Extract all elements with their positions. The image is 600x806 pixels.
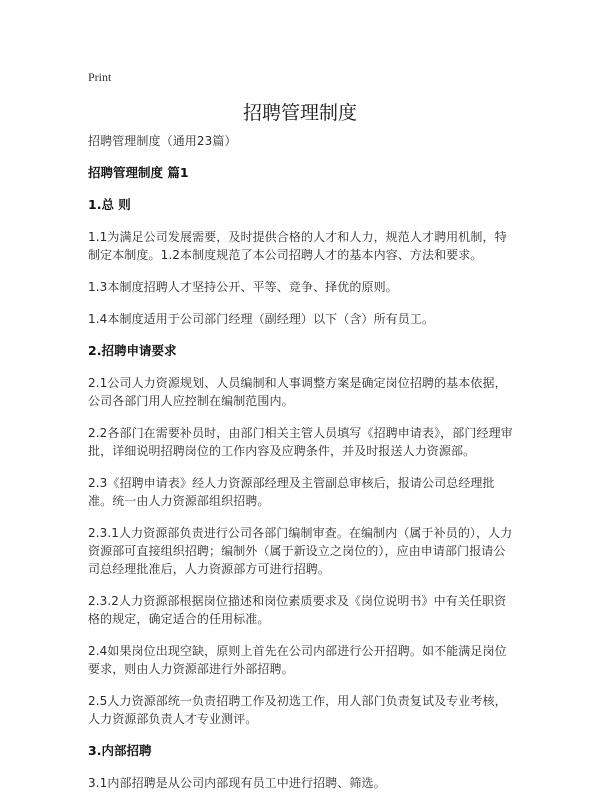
paragraph-3-1: 3.1内部招聘是从公司内部现有员工中进行招聘、筛选。 [88, 776, 386, 790]
paragraph-2-2: 2.2各部门在需要补员时，由部门相关主管人员填写《招聘申请表》，部门经理审批，详细说明招聘岗位的工作内容及应聘条件，并及时报送人力资源部。 [88, 426, 513, 458]
section-heading-2: 2.招聘申请要求 [88, 343, 177, 358]
section-heading-1: 1.总 则 [88, 197, 131, 212]
section-heading-3: 3.内部招聘 [88, 743, 152, 758]
paragraph-2-3-1: 2.3.1人力资源部负责进行公司各部门编制审查。在编制内（属于补员的），人力资源部可直接组织招聘；编制外（属于新设立之岗位的），应由申请部门报请公司总经理批准后，人力资源部方可进行招聘。 [88, 526, 513, 576]
document-body [88, 132, 514, 806]
document-title: 招聘管理制度 [242, 102, 357, 124]
section-title: 招聘管理制度 篇1 [88, 165, 189, 180]
document-subtitle: 招聘管理制度（通用23篇） [88, 134, 237, 148]
paragraph-2-4: 2.4如果岗位出现空缺，原则上首先在公司内部进行公开招聘。如不能满足岗位要求，则由人力资源部进行外部招聘。 [88, 644, 507, 676]
paragraph-1-3: 1.3本制度招聘人才坚持公开、平等、竞争、择优的原则。 [88, 280, 398, 294]
print-label: Print [88, 70, 112, 84]
paragraph-2-5: 2.5人力资源部统一负责招聘工作及初选工作，用人部门负责复试及专业考核，人力资源部负责人才专业测评。 [88, 694, 507, 726]
paragraph-1-1: 1.1为满足公司发展需要，及时提供合格的人才和人力，规范人才聘用机制，特制定本制度。1.2本制度规范了本公司招聘人才的基本内容、方法和要求。 [88, 230, 507, 262]
paragraph-2-1: 2.1公司人力资源规划、人员编制和人事调整方案是确定岗位招聘的基本依据，公司各部门用人应控制在编制范围内。 [88, 376, 507, 408]
paragraph-1-4: 1.4本制度适用于公司部门经理（副经理）以下（含）所有员工。 [88, 312, 435, 326]
paragraph-2-3-2: 2.3.2人力资源部根据岗位描述和岗位素质要求及《岗位说明书》中有关任职资格的规定，确定适合的任用标准。 [88, 594, 507, 626]
paragraph-2-3: 2.3《招聘申请表》经人力资源部经理及主管副总审核后，报请公司总经理批准。统一由人力资源部组织招聘。 [88, 476, 495, 508]
